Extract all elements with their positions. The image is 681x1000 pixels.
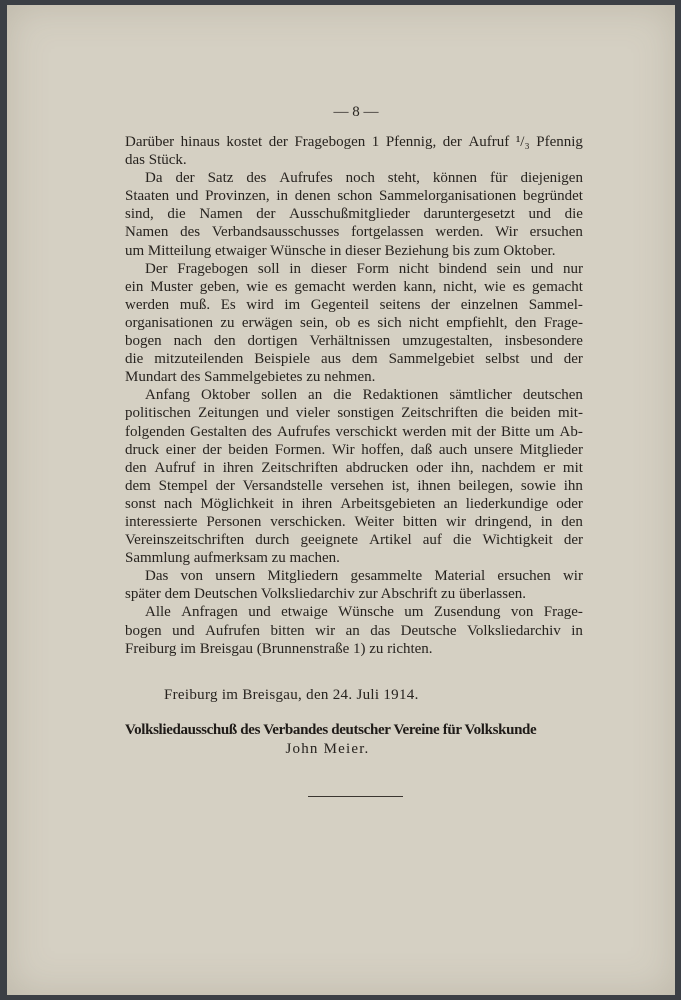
paragraph: [125, 567, 583, 603]
body-text: [125, 133, 583, 658]
text-line: druck einer der beiden Formen. Wir hoffen, daß auch unsere Mitglieder: [125, 441, 583, 458]
text-line: das Stück.: [125, 152, 187, 169]
text-line: Vereinszeitschriften durch geeignete Artikel auf die Wichtigkeit der: [125, 532, 583, 549]
paragraph: [125, 603, 583, 657]
text-line: interessierte Personen verschicken. Weiter bitten wir dringend, in den: [125, 513, 583, 530]
text-line: bogen und Aufrufen bitten wir an das Deutsche Volksliedarchiv in: [125, 622, 583, 639]
text-line: Anfang Oktober sollen an die Redaktionen sämtlicher deutschen: [145, 387, 583, 404]
text-line: bogen nach den dortigen Verhältnissen umzugestalten, insbesondere: [125, 333, 583, 350]
text-line: Sammlung aufmerksam zu machen.: [125, 550, 340, 567]
text-line: Da der Satz des Aufrufes noch steht, können für diejenigen: [145, 170, 583, 187]
text-line: werden muß. Es wird im Gegenteil seitens der einzelnen Sammel-: [125, 296, 583, 313]
text-line: Staaten und Provinzen, in denen schon Sammelorganisationen begründet: [125, 188, 583, 205]
organization-name: Volksliedausschuß des Verbandes deutscher Vereine für Volkskunde: [125, 722, 537, 738]
text-line: dem Stempel der Versandstelle versehen ist, ihnen beilegen, sowie ihn: [125, 477, 583, 494]
text-line: Alle Anfragen und etwaige Wünsche um Zusendung von Frage-: [145, 604, 583, 621]
text-line: Mundart des Sammelgebietes zu nehmen.: [125, 369, 376, 386]
page-number: — 8 —: [333, 104, 379, 120]
paragraph: [125, 169, 583, 259]
text-line: sind, die Namen der Ausschußmitglieder daruntergesetzt und die: [125, 206, 583, 223]
paragraph: [125, 260, 583, 387]
text-line: Freiburg im Breisgau (Brunnenstraße 1) zu richten.: [125, 640, 433, 657]
text-line: die mitzuteilenden Beispiele aus dem Sammelgebiet selbst und der: [125, 351, 583, 368]
text-line: um Mitteilung etwaiger Wünsche in dieser Beziehung bis zum Oktober.: [125, 242, 556, 259]
text-line: sonst nach Möglichkeit in ihren Arbeitsgebieten an liederkundige oder: [125, 495, 583, 512]
date-line: Freiburg im Breisgau, den 24. Juli 1914.: [164, 687, 419, 703]
text-line: später dem Deutschen Volksliedarchiv zur Abschrift zu überlassen.: [125, 586, 527, 603]
text-line: politischen Zeitungen und vieler sonstigen Zeitschriften die beiden mit-: [125, 405, 583, 422]
paragraph: [125, 133, 583, 169]
paragraph: [125, 386, 583, 567]
signer-name: John Meier.: [285, 741, 370, 757]
text-line: Der Fragebogen soll in dieser Form nicht bindend sein und nur: [145, 260, 583, 277]
text-line: folgenden Gestalten des Aufrufes verschickt werden mit der Bitte um Ab-: [125, 423, 583, 440]
text-line: ein Muster geben, wie es gemacht werden kann, nicht, wie es gemacht: [125, 278, 583, 295]
text-line: Darüber hinaus kostet der Fragebogen 1 Pfennig, der Aufruf ¹/₃ Pfennig: [125, 134, 583, 150]
text-line: Namen des Verbandsausschusses fortgelassen werden. Wir ersuchen: [125, 224, 583, 241]
text-line: organisationen zu erwägen sein, ob es sich nicht empfiehlt, den Frage-: [125, 314, 583, 331]
closing-rule: [308, 796, 403, 797]
document-page: [7, 5, 675, 995]
text-line: den Aufruf in ihren Zeitschriften abdrucken oder ihn, nachdem er mit: [125, 459, 583, 476]
text-line: Das von unsern Mitgliedern gesammelte Material ersuchen wir: [145, 568, 583, 585]
